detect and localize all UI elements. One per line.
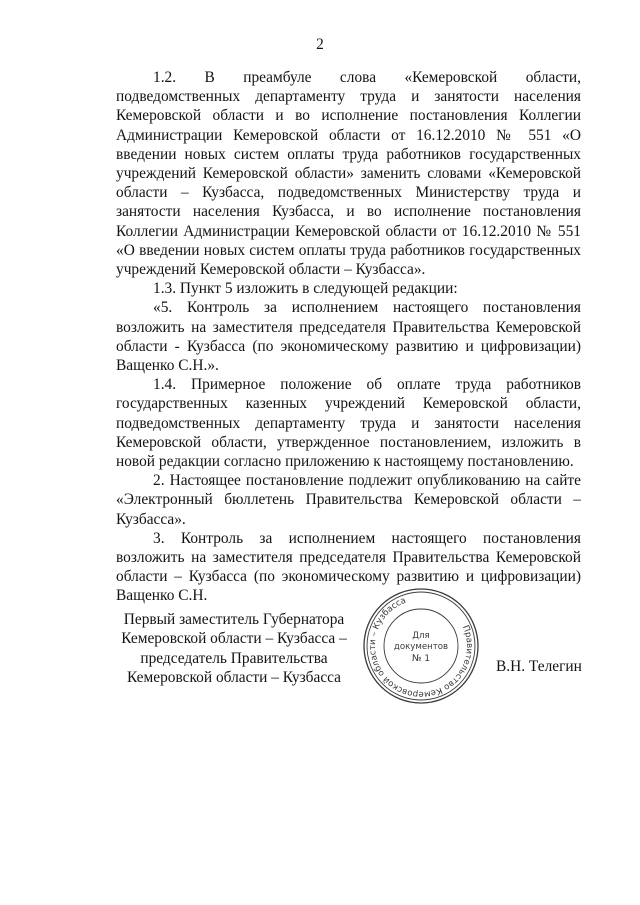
paragraph-1-4: 1.4. Примерное положение об оплате труда работников государственных казенных учреждений Кемеровской области, подведомственных департаменту труда и занятости населения Кемеровской области, утвержденное постановлением, изложить в новой редакции согласно приложению к настоящему постановлению. bbox=[116, 376, 581, 471]
signer-position-line: Кемеровской области – Кузбасса bbox=[126, 669, 342, 687]
paragraph-3: 3. Контроль за исполнением настоящего постановления возложить на заместителя председателя Правительства Кемеровской области – Кузбасса (по экономическому развитию и цифровизации) Ващенко С.Н. bbox=[116, 529, 581, 605]
signer-position-line: Первый заместитель Губернатора bbox=[123, 611, 345, 628]
paragraph-1-3: 1.3. Пункт 5 изложить в следующей редакции: bbox=[153, 280, 458, 298]
signer-position-line: Кемеровской области – Кузбасса – bbox=[121, 630, 347, 648]
page-number: 2 bbox=[316, 36, 324, 53]
signer-position-line: председатель Правительства bbox=[140, 649, 328, 667]
paragraph-2: 2. Настоящее постановление подлежит опубликованию на сайте «Электронный бюллетень Правительства Кемеровской области – Кузбасса». bbox=[116, 472, 581, 528]
signer-position bbox=[118, 610, 350, 688]
seal-ring-text: Правительство Кемеровской области – Кузбасса bbox=[367, 595, 475, 700]
paragraph-1-2: 1.2. В преамбуле слова «Кемеровской области, подведомственных департаменту труда и занятости населения Кемеровской области и во исполнение постановления Коллегии Администрации Кемеровской области от 16.12.2010 № 551 «О введении новых систем оплаты труда работников государственных учреждений Кемеровской области» заменить словами «Кемеровской области – Кузбасса, подведомственных Министерству труда и занятости населения Кузбасса, и во исполнение постановления Коллегии Администрации Кемеровской области от 16.12.2010 № 551 «О введении новых систем оплаты труда работников государственных учреждений Кемеровской области – Кузбасса». bbox=[116, 69, 581, 279]
paragraph-quote-5: «5. Контроль за исполнением настоящего постановления возложить на заместителя председателя Правительства Кемеровской области - Кузбасса (по экономическому развитию и цифровизации) Ващенко С.Н.». bbox=[116, 299, 581, 375]
signer-name: В.Н. Телегин bbox=[496, 658, 582, 675]
seal-center-text: № 1 bbox=[411, 653, 431, 664]
seal-center-text: Для bbox=[412, 631, 430, 641]
document-body bbox=[116, 68, 581, 606]
seal-center-text: документов bbox=[393, 642, 449, 652]
official-seal-stamp bbox=[362, 587, 480, 705]
